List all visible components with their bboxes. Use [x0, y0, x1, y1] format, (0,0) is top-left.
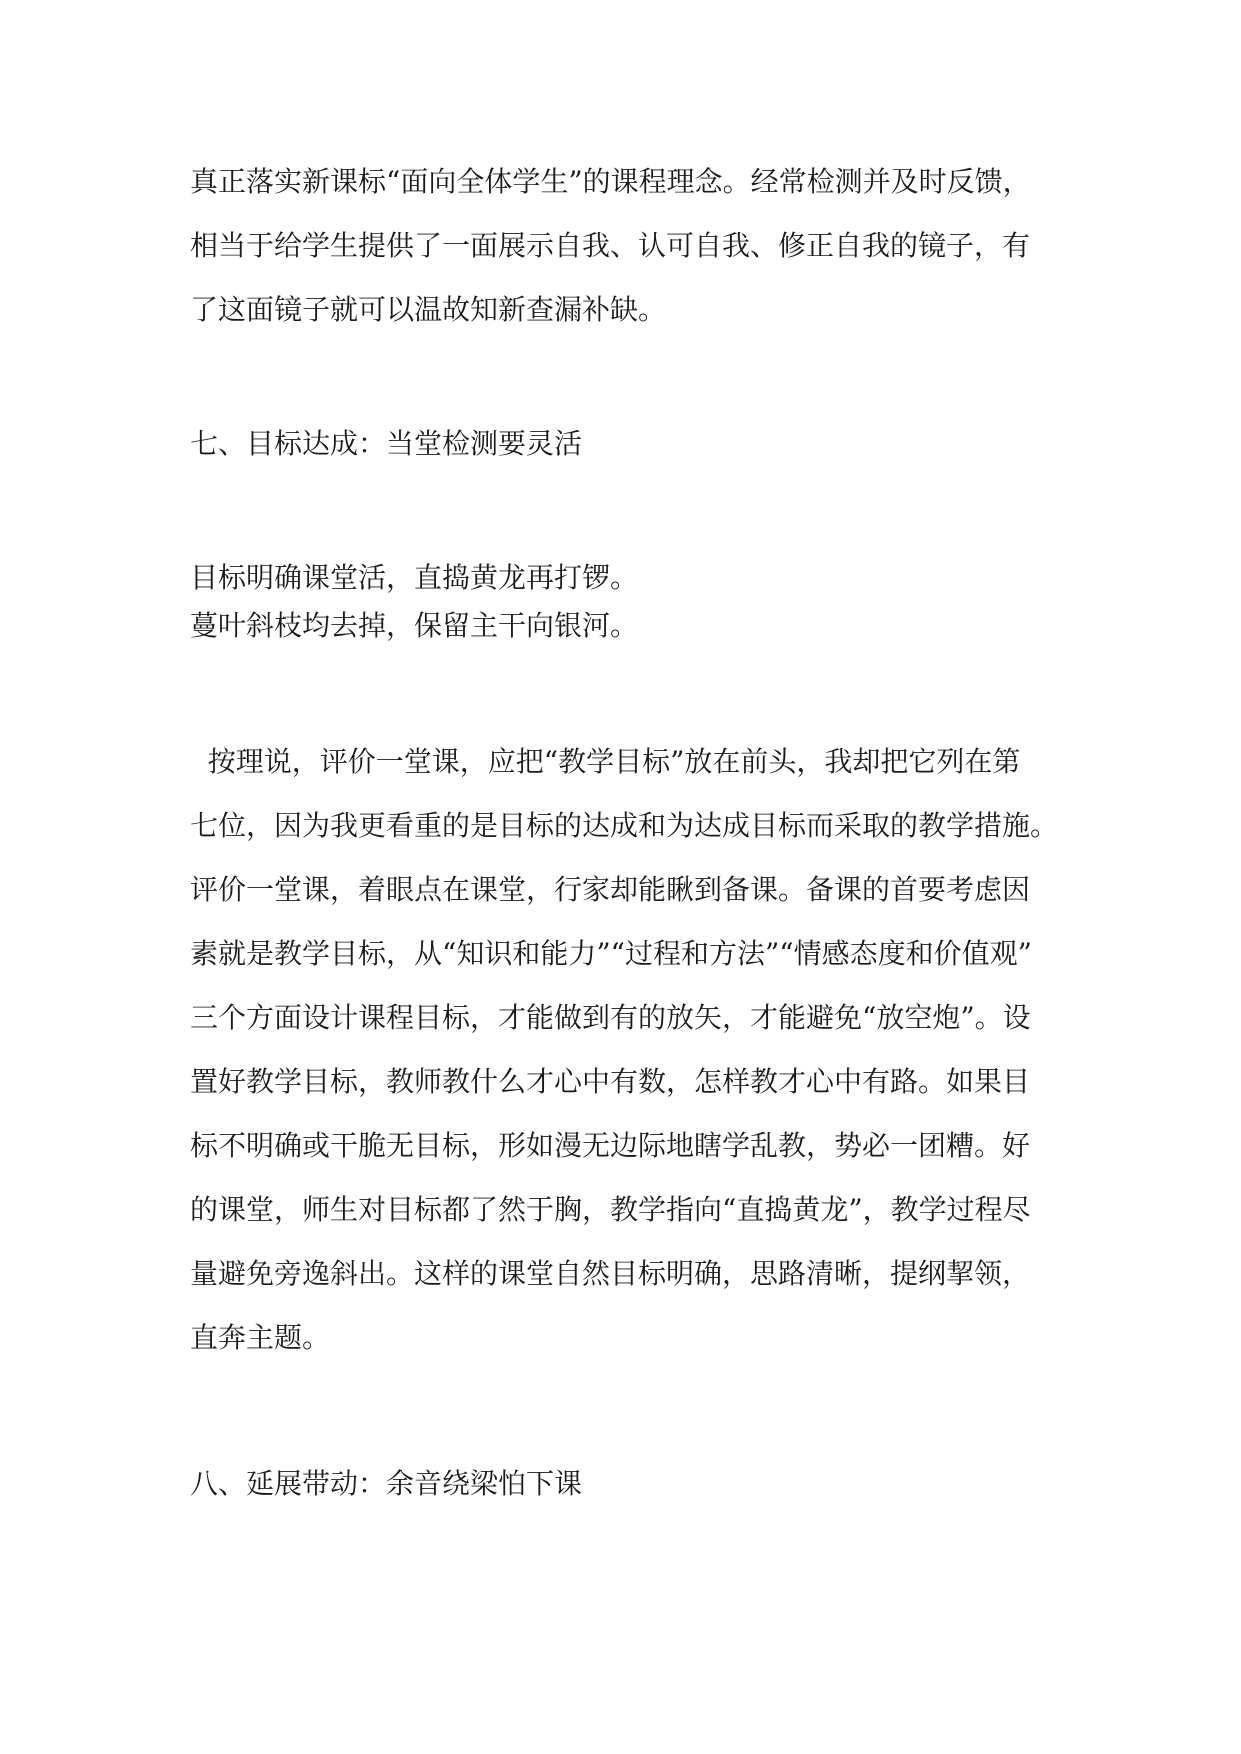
- paragraph-teaching-goals: [190, 730, 1070, 1370]
- paragraph-line: 三个方面设计课程目标，才能做到有的放矢，才能避免“放空炮”。设: [190, 1001, 1031, 1034]
- paragraph-line: 置好教学目标，教师教什么才心中有数，怎样教才心中有路。如果目: [190, 1065, 1031, 1098]
- section-heading-8: 八、延展带动：余音绕梁怕下课: [190, 1467, 583, 1500]
- paragraph-line: 真正落实新课标“面向全体学生”的课程理念。经常检测并及时反馈，: [190, 165, 1031, 198]
- paragraph-line: 素就是教学目标，从“知识和能力”“过程和方法”“情感态度和价值观”: [190, 937, 1032, 970]
- paragraph-line: 评价一堂课，着眼点在课堂，行家却能瞅到备课。备课的首要考虑因: [190, 873, 1031, 906]
- paragraph-line: 相当于给学生提供了一面展示自我、认可自我、修正自我的镜子，有: [190, 229, 1031, 262]
- poem: [190, 554, 638, 650]
- paragraph-feedback: [190, 150, 1070, 342]
- paragraph-line: 按理说，评价一堂课，应把“教学目标”放在前头，我却把它列在第: [190, 745, 1021, 778]
- paragraph-line: 直奔主题。: [190, 1321, 331, 1354]
- paragraph-line: 标不明确或干脆无目标，形如漫无边际地瞎学乱教，势必一团糟。好: [190, 1129, 1031, 1162]
- section-heading-7: 七、目标达成：当堂检测要灵活: [190, 427, 583, 460]
- poem-line: 目标明确课堂活，直捣黄龙再打锣。: [190, 561, 639, 594]
- paragraph-line: 量避免旁逸斜出。这样的课堂自然目标明确，思路清晰，提纲挈领，: [190, 1257, 1031, 1290]
- paragraph-line: 七位，因为我更看重的是目标的达成和为达成目标而采取的教学措施。: [190, 809, 1059, 842]
- poem-line: 蔓叶斜枝均去掉，保留主干向银河。: [190, 609, 639, 642]
- paragraph-line: 了这面镜子就可以温故知新查漏补缺。: [190, 293, 667, 326]
- paragraph-line: 的课堂，师生对目标都了然于胸，教学指向“直捣黄龙”，教学过程尽: [190, 1193, 1031, 1226]
